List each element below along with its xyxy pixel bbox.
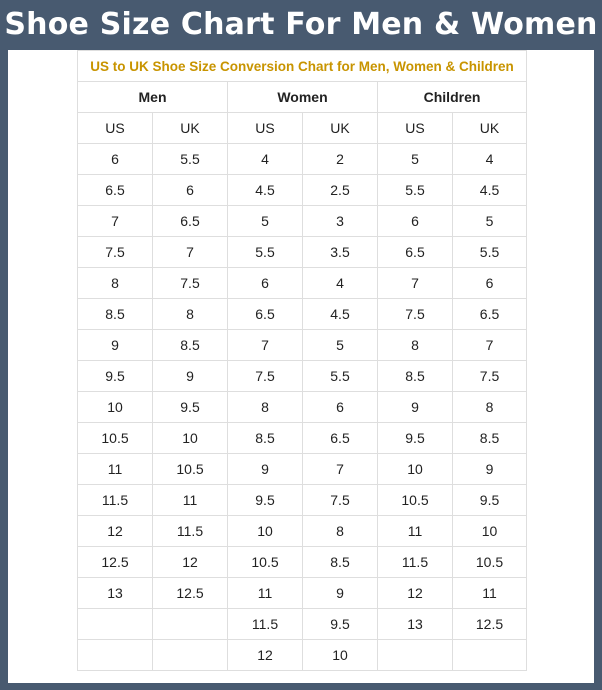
table-cell: 5 [303, 330, 378, 361]
table-cell: 10.5 [378, 485, 453, 516]
column-header-uk: UK [303, 113, 378, 144]
table-cell: 8 [378, 330, 453, 361]
column-header-uk: UK [453, 113, 527, 144]
table-cell: 13 [78, 578, 153, 609]
table-cell: 8.5 [153, 330, 228, 361]
table-cell [153, 640, 228, 671]
table-cell: 8.5 [228, 423, 303, 454]
column-header-us: US [378, 113, 453, 144]
table-cell: 5.5 [303, 361, 378, 392]
table-cell: 12.5 [453, 609, 527, 640]
table-cell: 7 [153, 237, 228, 268]
table-cell: 8 [78, 268, 153, 299]
table-cell: 11 [228, 578, 303, 609]
table-cell: 10.5 [153, 454, 228, 485]
table-cell: 4 [303, 268, 378, 299]
table-cell: 8 [303, 516, 378, 547]
table-cell: 9 [228, 454, 303, 485]
table-cell: 6.5 [303, 423, 378, 454]
table-cell: 9.5 [228, 485, 303, 516]
table-body [78, 144, 527, 671]
table-cell: 2 [303, 144, 378, 175]
table-row [78, 609, 527, 640]
table-cell: 12 [378, 578, 453, 609]
table-cell: 4 [453, 144, 527, 175]
table-cell: 6 [303, 392, 378, 423]
table-cell: 6 [153, 175, 228, 206]
table-cell: 9 [78, 330, 153, 361]
table-cell: 11.5 [153, 516, 228, 547]
table-cell: 3 [303, 206, 378, 237]
group-header-children: Children [378, 82, 527, 113]
table-cell: 9.5 [303, 609, 378, 640]
table-row [78, 206, 527, 237]
table-row [78, 144, 527, 175]
table-cell: 11 [78, 454, 153, 485]
table-cell: 6.5 [228, 299, 303, 330]
table-cell: 7 [228, 330, 303, 361]
table-cell: 7 [78, 206, 153, 237]
table-cell: 5 [453, 206, 527, 237]
table-row [78, 392, 527, 423]
table-row [78, 547, 527, 578]
table-cell [453, 640, 527, 671]
table-cell [78, 640, 153, 671]
table-cell: 9.5 [78, 361, 153, 392]
table-row [78, 237, 527, 268]
table-row [78, 485, 527, 516]
table-cell: 11.5 [378, 547, 453, 578]
table-cell: 10 [303, 640, 378, 671]
group-header-row [78, 82, 527, 113]
table-cell [378, 640, 453, 671]
table-caption: US to UK Shoe Size Conversion Chart for Men, Women & Children [78, 51, 527, 82]
chart-panel [8, 50, 594, 683]
table-cell: 7 [453, 330, 527, 361]
table-cell: 8.5 [303, 547, 378, 578]
table-cell: 12 [153, 547, 228, 578]
table-row [78, 361, 527, 392]
table-cell: 10.5 [78, 423, 153, 454]
table-cell: 9.5 [153, 392, 228, 423]
subheader-row [78, 113, 527, 144]
group-header-women: Women [228, 82, 378, 113]
table-row [78, 640, 527, 671]
table-cell: 10 [453, 516, 527, 547]
table-cell: 8 [228, 392, 303, 423]
table-cell: 7.5 [303, 485, 378, 516]
table-cell: 3.5 [303, 237, 378, 268]
table-cell: 7 [303, 454, 378, 485]
table-cell: 8.5 [378, 361, 453, 392]
table-cell: 7.5 [453, 361, 527, 392]
table-cell: 9.5 [378, 423, 453, 454]
table-row [78, 454, 527, 485]
table-cell: 9 [453, 454, 527, 485]
table-cell [78, 609, 153, 640]
table-cell: 7.5 [228, 361, 303, 392]
table-cell: 4.5 [453, 175, 527, 206]
table-cell: 9.5 [453, 485, 527, 516]
column-header-us: US [228, 113, 303, 144]
table-row [78, 423, 527, 454]
table-cell: 12.5 [78, 547, 153, 578]
table-cell: 11.5 [78, 485, 153, 516]
table-cell: 5.5 [228, 237, 303, 268]
table-cell: 5.5 [153, 144, 228, 175]
table-cell: 12 [228, 640, 303, 671]
table-cell: 12 [78, 516, 153, 547]
table-cell: 5 [378, 144, 453, 175]
table-cell: 6 [228, 268, 303, 299]
table-cell: 9 [153, 361, 228, 392]
column-header-uk: UK [153, 113, 228, 144]
table-cell: 10 [378, 454, 453, 485]
table-cell: 4.5 [228, 175, 303, 206]
table-cell: 4 [228, 144, 303, 175]
size-conversion-table [77, 50, 527, 671]
table-cell: 6.5 [378, 237, 453, 268]
table-cell: 13 [378, 609, 453, 640]
table-cell: 11.5 [228, 609, 303, 640]
table-cell: 11 [378, 516, 453, 547]
table-cell: 6 [453, 268, 527, 299]
table-row [78, 299, 527, 330]
table-cell: 11 [453, 578, 527, 609]
caption-row [78, 51, 527, 82]
table-cell: 6 [78, 144, 153, 175]
table-cell: 7.5 [78, 237, 153, 268]
table-cell: 8.5 [453, 423, 527, 454]
table-row [78, 330, 527, 361]
table-cell: 10 [78, 392, 153, 423]
table-row [78, 175, 527, 206]
table-cell: 5.5 [453, 237, 527, 268]
column-header-us: US [78, 113, 153, 144]
table-cell: 7.5 [153, 268, 228, 299]
table-cell [153, 609, 228, 640]
page-title: Shoe Size Chart For Men & Women [4, 7, 598, 42]
table-cell: 4.5 [303, 299, 378, 330]
table-cell: 8 [153, 299, 228, 330]
table-cell: 10.5 [453, 547, 527, 578]
table-cell: 9 [378, 392, 453, 423]
table-cell: 6.5 [153, 206, 228, 237]
table-cell: 5 [228, 206, 303, 237]
table-cell: 9 [303, 578, 378, 609]
table-row [78, 516, 527, 547]
table-cell: 10.5 [228, 547, 303, 578]
table-cell: 8.5 [78, 299, 153, 330]
table-cell: 7.5 [378, 299, 453, 330]
table-cell: 2.5 [303, 175, 378, 206]
table-cell: 7 [378, 268, 453, 299]
table-cell: 12.5 [153, 578, 228, 609]
table-cell: 11 [153, 485, 228, 516]
table-cell: 10 [153, 423, 228, 454]
table-cell: 6.5 [453, 299, 527, 330]
table-cell: 6 [378, 206, 453, 237]
table-row [78, 578, 527, 609]
table-row [78, 268, 527, 299]
table-cell: 8 [453, 392, 527, 423]
table-cell: 6.5 [78, 175, 153, 206]
table-cell: 5.5 [378, 175, 453, 206]
table-cell: 10 [228, 516, 303, 547]
group-header-men: Men [78, 82, 228, 113]
